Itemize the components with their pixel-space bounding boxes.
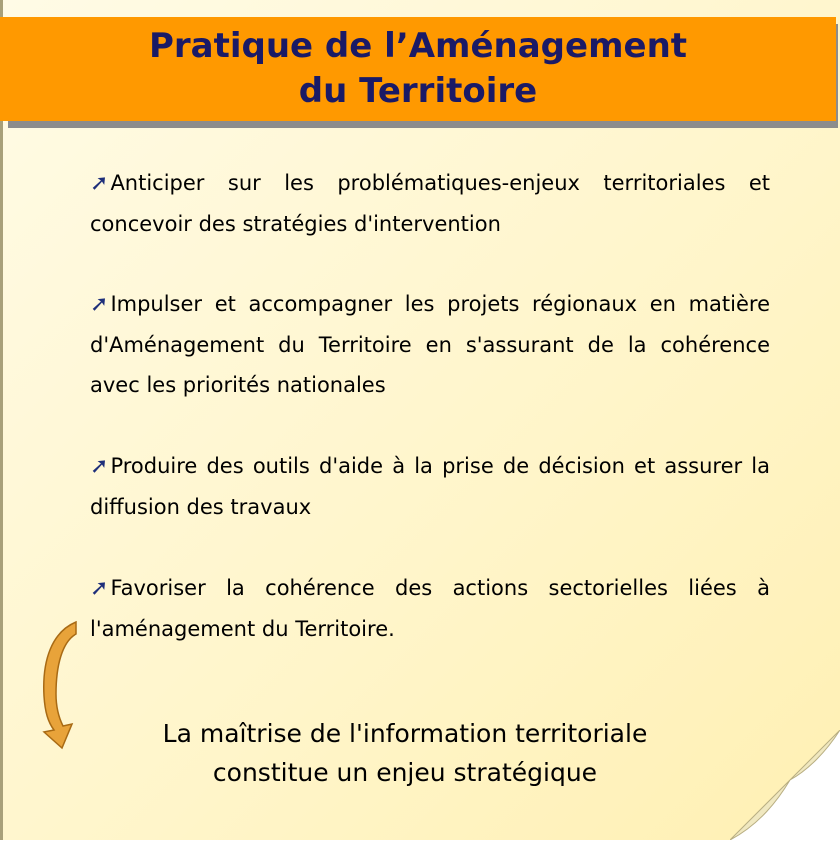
up-right-arrow-icon: ➚ [90,454,109,479]
bullet-text: Produire des outils d'aide à la prise de décision et assurer la diffusion des travaux [90,454,770,519]
curved-arrow-icon [36,620,80,750]
title-line-1: Pratique de l’Aménagement [148,26,688,66]
bullet-item [90,446,770,527]
bullet-text: Anticiper sur les problématiques-enjeux territoriales et concevoir des stratégies d'intervention [90,171,770,236]
conclusion-line-1: La maîtrise de l'information territoriale [162,719,648,748]
bullet-text: Impulser et accompagner les projets régionaux en matière d'Aménagement du Territoire en s'assurant de la cohérence avec les priorités nationales [90,292,770,397]
left-edge-line [0,0,3,840]
up-right-arrow-icon: ➚ [90,292,109,317]
bullet-text: Favoriser la cohérence des actions sectorielles liées à l'aménagement du Territoire. [90,576,770,641]
bullet-item [90,568,770,649]
title-line-2: du Territoire [298,71,538,111]
up-right-arrow-icon: ➚ [90,576,109,601]
up-right-arrow-icon: ➚ [90,171,109,196]
conclusion-line-2: constitue un enjeu stratégique [212,758,598,787]
bullet-item [90,284,770,405]
bullet-item [90,163,770,244]
conclusion-text [110,714,700,792]
title-banner [0,17,836,121]
page-curl-icon [730,730,840,840]
